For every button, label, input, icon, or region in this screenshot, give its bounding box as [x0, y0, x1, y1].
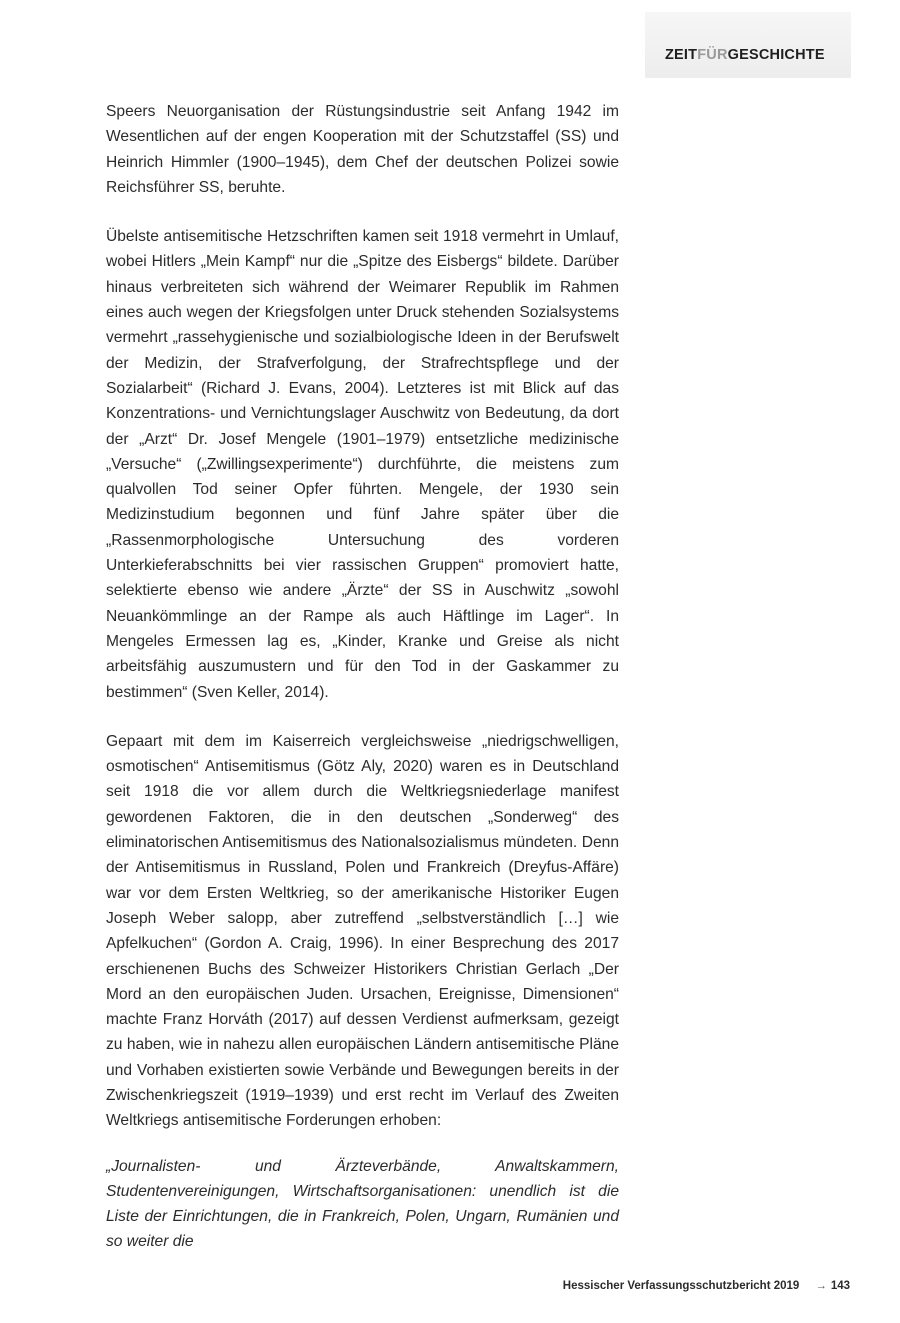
page-number: 143: [830, 1280, 850, 1292]
header-bar: [645, 12, 851, 78]
footer-title: Hessischer Verfassungsschutzbericht 2019: [562, 1280, 800, 1292]
logo-part-geschichte: GESCHICHTE: [727, 47, 825, 63]
block-quote: „Journalisten- und Ärzteverbände, Anwaltskammern, Studentenvereinigungen, Wirtschaftsorganisationen: unendlich ist die Liste der Einrichtungen, die in Frankreich, Polen, Ungarn, Rumänien und so weiter die: [106, 1157, 619, 1251]
paragraph-1: Speers Neuorganisation der Rüstungsindustrie seit Anfang 1942 im Wesentlichen auf der engen Kooperation mit der Schutzstaffel (SS) und Heinrich Himmler (1900–1945), dem Chef der deutschen Polizei sowie Reichsführer SS, beruhte.: [106, 103, 619, 196]
body-text: [106, 99, 619, 1255]
arrow-right-icon: →: [815, 1280, 827, 1292]
logo-part-fuer: FÜR: [697, 47, 728, 63]
paragraph-2: Übelste antisemitische Hetzschriften kamen seit 1918 vermehrt in Umlauf, wobei Hitlers „Mein Kampf“ nur die „Spitze des Eisbergs“ bildete. Darüber hinaus verbreiteten sich während der Weimarer Republik im Rahmen eines auch wegen der Kriegsfolgen unter Druck stehenden Sozialsystems vermehrt „rassehygienische und sozialbiologische Ideen in der Berufswelt der Medizin, der Strafverfolgung, der Strafrechtspflege und der Sozialarbeit“ (Richard J. Evans, 2004). Letzteres ist mit Blick auf das Konzentrations- und Vernichtungslager Auschwitz von Bedeutung, da dort der „Arzt“ Dr. Josef Mengele (1901–1979) entsetzliche medizinische „Versuche“ („Zwillingsexperimente“) durchführte, die meistens zum qualvollen Tod seiner Opfer führten. Mengele, der 1930 sein Medizinstudium begonnen und fünf Jahre später über die „Rassenmorphologische Untersuchung des vorderen Unterkieferabschnitts bei vier rassischen Gruppen“ promoviert hatte, selektierte ebenso wie andere „Ärzte“ der SS in Auschwitz „sowohl Neuankömmlinge an der Rampe als auch Häftlinge im Lager“. In Mengeles Ermessen lag es, „Kinder, Kranke und Greise als nicht arbeitsfähig auszumustern und für den Tod in der Gaskammer zu bestimmen“ (Sven Keller, 2014).: [106, 228, 619, 701]
page-footer: [563, 1280, 850, 1292]
header-logo: [665, 47, 825, 63]
logo-part-zeit: ZEIT: [665, 47, 698, 63]
paragraph-3: Gepaart mit dem im Kaiserreich vergleichsweise „niedrigschwelligen, osmotischen“ Antisemitismus (Götz Aly, 2020) waren es in Deutschland seit 1918 die vor allem durch die Weltkriegsniederlage manifest gewordenen Faktoren, die in den deutschen „Sonderweg“ des eliminatorischen Antisemitismus des Nationalsozialismus mündeten. Denn der Antisemitismus in Russland, Polen und Frankreich (Dreyfus-Affäre) war vor dem Ersten Weltkrieg, so der amerikanische Historiker Eugen Joseph Weber salopp, aber zutreffend „selbstverständlich […] wie Apfelkuchen“ (Gordon A. Craig, 1996). In einer Besprechung des 2017 erschienenen Buchs des Schweizer Historikers Christian Gerlach „Der Mord an den europäischen Juden. Ursachen, Ereignisse, Dimensionen“ machte Franz Horváth (2017) auf dessen Verdienst aufmerksam, gezeigt zu haben, wie in nahezu allen europäischen Ländern antisemitische Pläne und Vorhaben existierten sowie Verbände und Bewegungen bereits in der Zwischenkriegszeit (1919–1939) und erst recht im Verlauf des Zweiten Weltkriegs antisemitische Forderungen erhoben:: [106, 732, 619, 1130]
